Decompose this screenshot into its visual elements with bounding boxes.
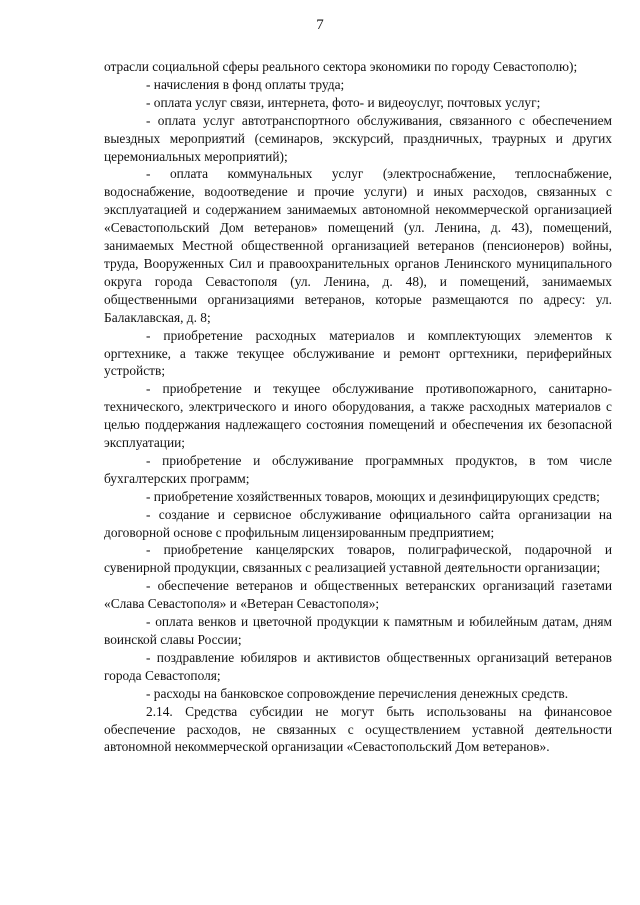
page-number: 7 <box>316 17 324 33</box>
list-item: - обеспечение ветеранов и общественных ветеранских организаций газетами «Слава Севастополя» и «Ветеран Севастополя»; <box>104 578 612 612</box>
list-item: - оплата венков и цветочной продукции к памятным и юбилейным датам, дням воинской славы России; <box>104 614 612 647</box>
list-item: - оплата коммунальных услуг (электроснабжение, теплоснабжение, водоснабжение, водоотведение и прочие услуги) и иных расходов, связанных с эксплуатацией и содержанием занимаемых автономной некоммерческой организацией «Севастопольский Дом ветеранов» помещений (ул. Ленина, д. 43), помещений, занимаемых Местной общественной организацией ветеранов (пенсионеров) войны, труда, Вооруженных Сил и правоохранительных органов Ленинского муниципального округа города Севастополя (ул. Ленина, д. 48), и помещений, занимаемых общественными организациями ветеранов, которые размещаются по адресу: ул. Балаклавская, д. 8; <box>104 166 612 325</box>
list-item: - приобретение расходных материалов и комплектующих элементов к оргтехнике, а также текущее обслуживание и ремонт оргтехники, периферийных устройств; <box>104 327 612 379</box>
list-item: - оплата услуг связи, интернета, фото- и видеоуслуг, почтовых услуг; <box>146 94 541 110</box>
section-paragraph: 2.14. Средства субсидии не могут быть использованы на финансовое обеспечение расходов, не связанных с осуществлением уставной деятельности автономной некоммерческой организации «Севастопольский Дом ветеранов». <box>104 703 612 755</box>
list-item: - оплата услуг автотранспортного обслуживания, связанного с обеспечением выездных мероприятий (семинаров, экскурсий, праздничных, траурных и других церемониальных мероприятий); <box>104 112 612 164</box>
list-item: - начисления в фонд оплаты труда; <box>146 76 345 92</box>
list-item: - поздравление юбиляров и активистов общественных организаций ветеранов города Севастополя; <box>104 649 612 683</box>
document-body <box>104 58 612 756</box>
list-item: - приобретение и текущее обслуживание противопожарного, санитарно-технического, электрического и иного оборудования, а также расходных материалов с целью поддержания надлежащего состояния помещений и обеспечения их безопасной эксплуатации; <box>104 381 612 451</box>
list-item: - расходы на банковское сопровождение перечисления денежных средств. <box>146 685 569 701</box>
list-item: - создание и сервисное обслуживание официального сайта организации на договорной основе с профильным лицензированным предприятием; <box>104 506 612 540</box>
list-item: - приобретение хозяйственных товаров, моющих и дезинфицирующих средств; <box>146 488 600 504</box>
list-item: - приобретение и обслуживание программных продуктов, в том числе бухгалтерских программ; <box>104 452 612 486</box>
list-item: отрасли социальной сферы реального сектора экономики по городу Севастополю); <box>104 59 578 74</box>
list-item: - приобретение канцелярских товаров, полиграфической, подарочной и сувенирной продукции, связанных с реализацией уставной деятельности организации; <box>104 542 612 576</box>
